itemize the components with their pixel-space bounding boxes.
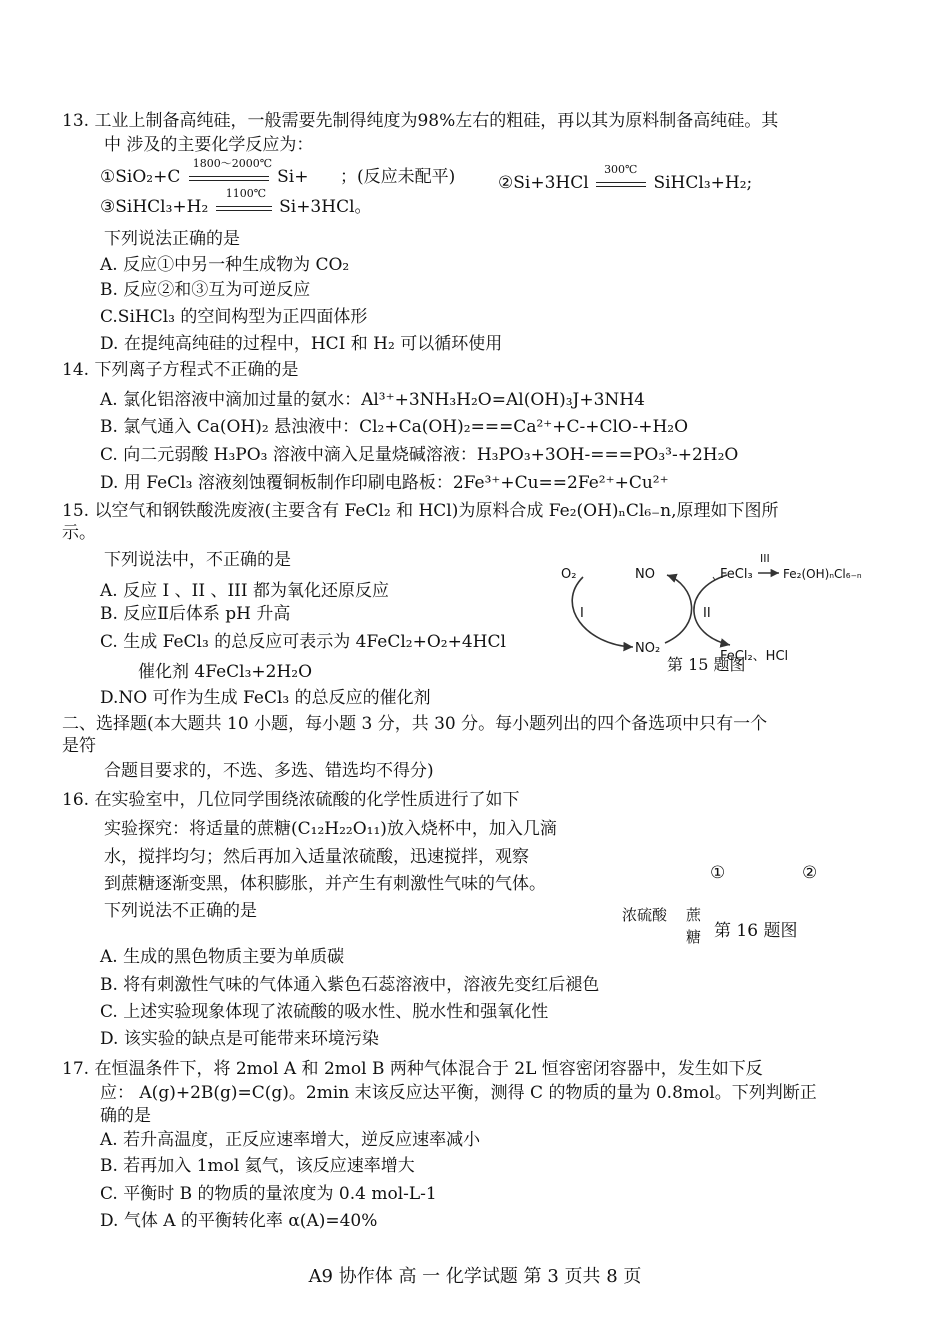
reaction3-right: Si+3HCl。: [279, 197, 372, 217]
q17-line3: 确的是: [100, 1106, 151, 1126]
reaction2-left: ②Si+3HCl: [498, 173, 589, 193]
q17-line1: 17. 在恒温条件下，将 2mol A 和 2mol B 两种气体混合于 2L 恒容密闭容器中，发生如下反: [62, 1059, 763, 1079]
q15-option-d: D.NO 可作为生成 FeCl₃ 的总反应的催化剂: [100, 688, 431, 708]
q14-stem: 14. 下列离子方程式不正确的是: [62, 360, 299, 380]
q14-option-a: A. 氯化铝溶液中滴加过量的氨水：Al³⁺+3NH₃H₂O=Al(OH)₃J+3NH4: [100, 390, 645, 410]
q13-option-d: D. 在提纯高纯硅的过程中，HCI 和 H₂ 可以循环使用: [100, 334, 503, 354]
equal-sign-icon: [189, 176, 269, 181]
section2-line3: 合题目要求的，不选、多选、错选均不得分): [104, 761, 434, 781]
q13-reaction2: [498, 162, 753, 195]
q16-line4: 到蔗糖逐渐变黑，体积膨胀，并产生有刺激性气味的气体。: [104, 874, 546, 894]
q16-figure-sugar-label-1: 蔗: [686, 906, 702, 924]
no-label: NO: [635, 567, 655, 582]
reaction2-arrow: [596, 162, 646, 195]
reaction1-condition: 1800～2000℃: [192, 156, 273, 170]
reaction-i-label: I: [580, 606, 584, 621]
fecl3-label: FeCl₃: [720, 567, 753, 582]
q17-option-a: A. 若升高温度，正反应速率增大，逆反应速率减小: [100, 1130, 481, 1150]
q16-figure-sugar-label-2: 糖: [686, 928, 702, 946]
q16-figure-label-1: ①: [710, 863, 726, 883]
q15-figure: [555, 552, 885, 675]
q16-figure-acid-label: 浓硫酸: [622, 906, 668, 924]
q16-option-b: B. 将有刺激性气味的气体通入紫色石蕊溶液中，溶液先变红后褪色: [100, 975, 600, 995]
equal-sign-icon: [216, 206, 272, 211]
no2-label: NO₂: [635, 641, 661, 656]
q15-option-c1: C. 生成 FeCl₃ 的总反应可表示为 4FeCl₂+O₂+4HCl: [100, 632, 506, 652]
q13-option-c: C.SiHCl₃ 的空间构型为正四面体形: [100, 307, 368, 327]
q14-option-d: D. 用 FeCl₃ 溶液刻蚀覆铜板制作印刷电路板：2Fe³⁺+Cu==2Fe²⁺+Cu²⁺: [100, 473, 669, 493]
q13-line2: 中 涉及的主要化学反应为：: [104, 135, 314, 155]
equal-sign-icon: [596, 182, 646, 187]
q16-figure-label-2: ②: [802, 863, 818, 883]
q16-option-a: A. 生成的黑色物质主要为单质碳: [100, 947, 345, 967]
q15-option-b: B. 反应Ⅱ后体系 pH 升高: [100, 604, 291, 624]
q13-option-b: B. 反应②和③互为可逆反应: [100, 280, 311, 300]
product-label: Fe₂(OH)ₙCl₆₋ₙ: [783, 567, 862, 581]
q16-line3: 水，搅拌均匀；然后再加入适量浓硫酸，迅速搅拌，观察: [104, 847, 529, 867]
q13-reaction1: [100, 156, 309, 189]
reaction2-right: SiHCl₃+H₂;: [653, 173, 753, 193]
section2-line2: 是符: [62, 736, 96, 756]
q15-line2: 示。: [62, 523, 96, 543]
reaction3-arrow: [216, 186, 272, 219]
q17-option-d: D. 气体 A 的平衡转化率 α(A)=40%: [100, 1211, 378, 1231]
reaction3-condition: 1100℃: [225, 186, 267, 200]
reaction2-condition: 300℃: [604, 162, 638, 176]
q13-reaction1-note: ；(反应未配平): [340, 167, 456, 187]
o2-label: O₂: [561, 567, 577, 582]
q15-stem: 下列说法中，不正确的是: [104, 550, 291, 570]
page-footer: A9 协作体 高 一 化学试题 第 3 页共 8 页: [308, 1266, 642, 1287]
q16-option-c: C. 上述实验现象体现了浓硫酸的吸水性、脱水性和强氧化性: [100, 1002, 549, 1022]
q16-line2: 实验探究：将适量的蔗糖(C₁₂H₂₂O₁₁)放入烧杯中，加入几滴: [104, 819, 557, 839]
section2-line1: 二、选择题(本大题共 10 小题，每小题 3 分，共 30 分。每小题列出的四个备选项中只有一个: [62, 714, 768, 734]
q16-stem: 下列说法不正确的是: [104, 901, 257, 921]
q17-option-b: B. 若再加入 1mol 氦气，该反应速率增大: [100, 1156, 415, 1176]
q15-option-c2: 催化剂 4FeCl₃+2H₂O: [138, 662, 313, 682]
reaction1-right: Si+: [277, 167, 309, 187]
q15-figure-caption: 第 15 题图: [667, 655, 746, 674]
q14-option-b: B. 氯气通入 Ca(OH)₂ 悬浊液中：Cl₂+Ca(OH)₂===Ca²⁺+C-+ClO-+H₂O: [100, 417, 689, 437]
reaction1-left: ①SiO₂+C: [100, 167, 181, 187]
q13-stem: 下列说法正确的是: [104, 229, 240, 249]
reaction-iii-label: III: [760, 552, 770, 565]
q14-option-c: C. 向二元弱酸 H₃PO₃ 溶液中滴入足量烧碱溶液：H₃PO₃+3OH-===PO₃³-+2H₂O: [100, 445, 739, 465]
q17-line2: 应： A(g)+2B(g)=C(g)。2min 末该反应达平衡，测得 C 的物质的量为 0.8mol。下列判断正: [100, 1083, 817, 1103]
q16-option-d: D. 该实验的缺点是可能带来环境污染: [100, 1029, 379, 1049]
q16-figure-caption: 第 16 题图: [714, 921, 798, 941]
reaction3-left: ③SiHCl₃+H₂: [100, 197, 209, 217]
q13-option-a: A. 反应①中另一种生成物为 CO₂: [100, 255, 350, 275]
fecl2-hcl-label: FeCl₂、HCl: [720, 649, 789, 664]
q15-line1: 15. 以空气和钢铁酸洗废液(主要含有 FeCl₂ 和 HCl)为原料合成 Fe₂(OH)ₙCl₆₋n,原理如下图所: [62, 501, 779, 521]
q17-option-c: C. 平衡时 B 的物质的量浓度为 0.4 mol-L-1: [100, 1184, 437, 1204]
q15-option-a: A. 反应 I 、II 、III 都为氧化还原反应: [100, 581, 389, 601]
q13-reaction3: [100, 186, 372, 219]
q16-line1: 16. 在实验室中，几位同学围绕浓硫酸的化学性质进行了如下: [62, 790, 520, 810]
reaction-ii-label: II: [703, 606, 711, 621]
q13-line1: 13. 工业上制备高纯硅，一般需要先制得纯度为98%左右的粗硅，再以其为原料制备高纯硅。其: [62, 111, 779, 131]
